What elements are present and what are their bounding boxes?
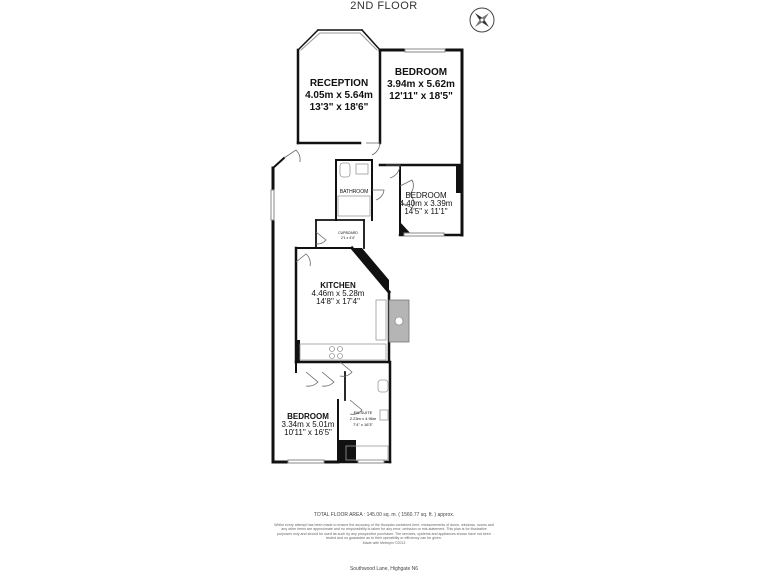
room-label-bedroom-rear — [282, 412, 335, 437]
room-size-metric: 4.40m x 3.39m — [399, 199, 453, 208]
total-floor-area: TOTAL FLOOR AREA : 145.00 sq. m. ( 1560.77 sq. ft. ) approx. — [313, 512, 455, 518]
room-name: KITCHEN — [320, 281, 356, 290]
reception-bay-window — [298, 30, 380, 50]
credit: Made with Metropix ©2013 — [362, 540, 406, 545]
room-size-metric: 2.23m x 4.96m — [349, 416, 377, 421]
room-size: 2'1 x 4'4" — [340, 236, 356, 240]
chimney-breast — [389, 300, 409, 342]
room-size-imperial: 14'8" x 17'4" — [316, 297, 360, 306]
room-size-imperial: 7'4" x 16'3" — [353, 422, 373, 427]
room-name: BATHROOM — [339, 189, 369, 195]
compass-rose-icon — [470, 8, 494, 32]
disclaimer-text: Whilst every attempt has been made to ensure the accuracy of the floorplan contained here, measurements of doors, windows, rooms and any other items are approximate and no responsibility is taken for any error, omission or mis-statement. This plan is for illustrative purposes only and should be used as such by any prospective purchaser. The services, systems and appliances shown have not been tested and no guarantee as to their operability or efficiency can be given. — [274, 523, 494, 541]
room-size-metric: 3.94m x 5.62m — [387, 79, 455, 90]
room-size-imperial: 14'5" x 11'1" — [404, 207, 448, 216]
room-name: CUPBOARD — [338, 231, 358, 235]
room-name: EN-SUITE — [353, 410, 373, 415]
room-label-bedroom-mid — [400, 191, 453, 216]
room-name: BEDROOM — [394, 67, 448, 78]
room-label-ensuite — [350, 410, 377, 427]
room-size-metric: 3.34m x 5.01m — [281, 420, 335, 429]
door-swings — [284, 143, 413, 414]
disclaimer — [274, 523, 494, 545]
room-label-cupboard — [338, 231, 358, 240]
room-label-reception — [305, 78, 373, 113]
room-size-imperial: 12'11" x 18'5" — [389, 91, 453, 102]
room-size-imperial: 13'3" x 18'6" — [309, 102, 369, 113]
room-label-bedroom-front — [387, 67, 455, 102]
room-label-kitchen — [312, 281, 365, 306]
room-size-imperial: 10'11" x 16'5" — [284, 428, 332, 437]
room-name: BEDROOM — [405, 191, 447, 200]
room-size-metric: 4.46m x 5.28m — [311, 289, 365, 298]
property-address: Southwood Lane, Highgate N6 — [349, 566, 419, 572]
floor-title: 2ND FLOOR — [350, 0, 418, 12]
room-name: BEDROOM — [287, 412, 329, 421]
room-size-metric: 4.05m x 5.64m — [305, 90, 373, 101]
room-name: RECEPTION — [309, 78, 369, 89]
room-label-bathroom — [340, 189, 369, 195]
